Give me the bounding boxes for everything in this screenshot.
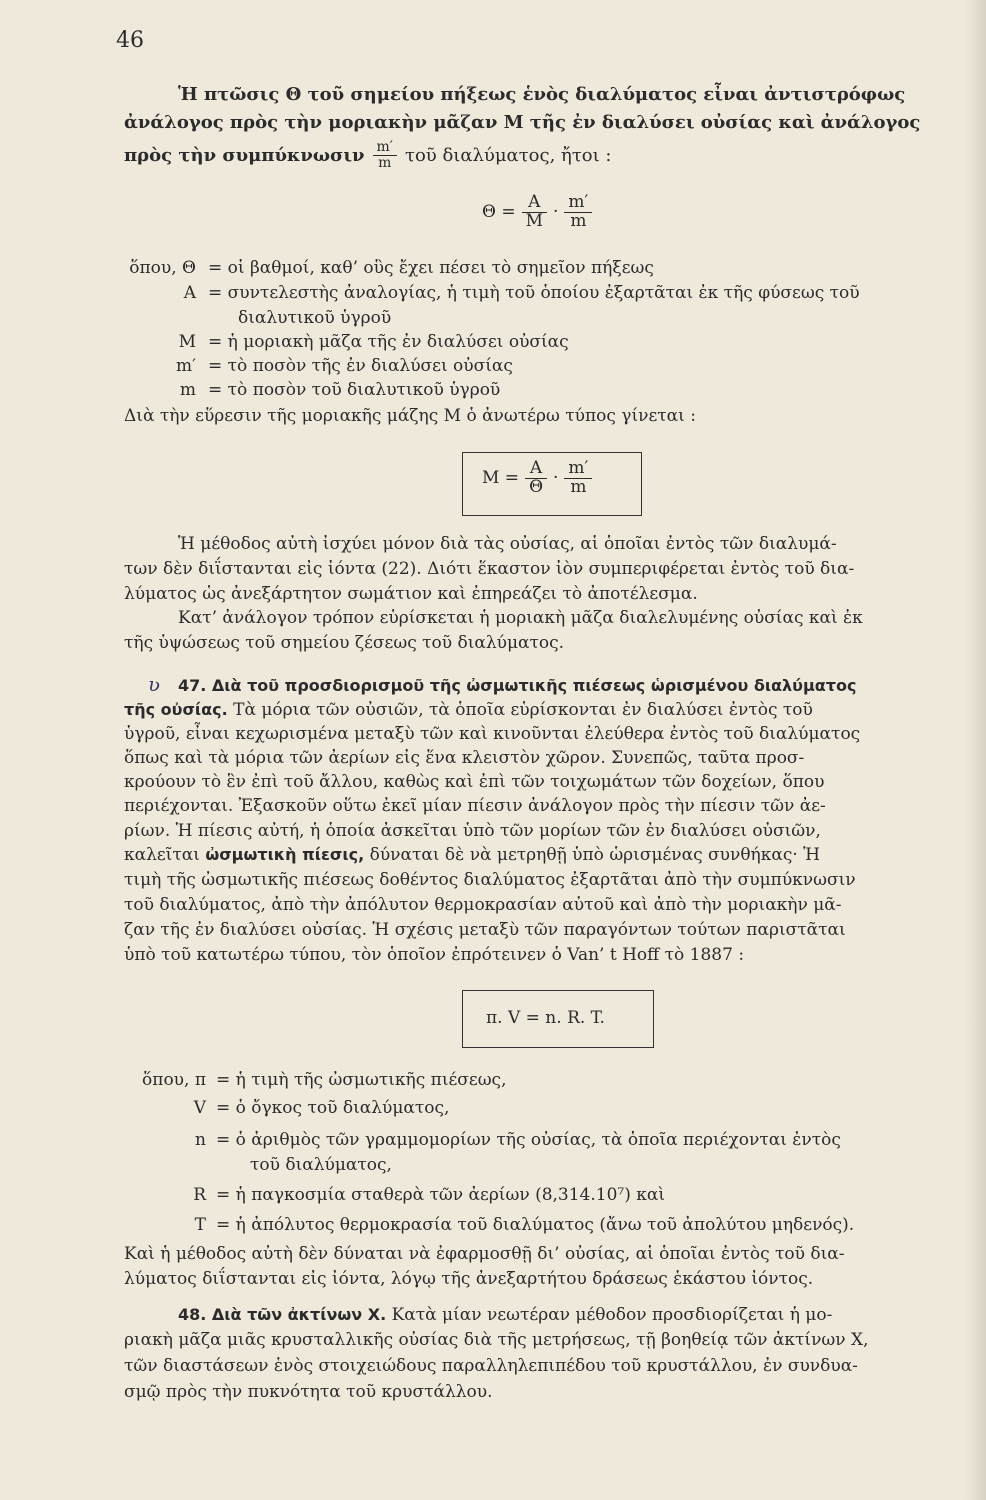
def6-label: m <box>179 380 196 400</box>
osmotic-pressure-term: ὠσμωτικὴ πίεσις, <box>205 845 365 864</box>
formula1-lhs: Θ = <box>482 202 516 223</box>
formula1-b-num: m′ <box>564 194 592 213</box>
section47-line-6: ρίων. Ἡ πίεσις αὐτή, ἡ ὁποία ἀσκεῖται ὑπὸ τῶν μορίων τῶν ἐν διαλύσει οὐσιῶν, <box>124 821 821 841</box>
concentration-denominator: m <box>378 154 392 171</box>
formula1-a-num: A <box>522 194 547 213</box>
formula-molar-mass <box>482 460 592 497</box>
para2-line-2: λύματος διΐστανται εἰς ἰόντα, λόγῳ τῆς ἀνεξαρτήτου δράσεως ἑκάστου ἰόντος. <box>124 1269 814 1289</box>
def4-text: = ἡ μοριακὴ μᾶζα τῆς ἐν διαλύσει οὐσίας <box>208 332 569 352</box>
section47-heading: 47. Διὰ τοῦ προσδιορισμοῦ τῆς ὠσμωτικῆς πιέσεως ὡρισμένου διαλύματος <box>178 676 857 695</box>
def1-label: ὅπου, Θ <box>129 258 196 278</box>
formula2-a-num: A <box>525 460 547 479</box>
section47-line-5: περιέχονται. Ἐξασκοῦν οὕτω ἐκεῖ μίαν πίεσιν ἀνάλογον πρὸς τὴν πίεσιν τῶν ἀε- <box>124 796 826 816</box>
formula1-fraction-a <box>522 194 547 231</box>
formula1-fraction-b <box>564 194 592 231</box>
section47-line-7-pre: καλεῖται <box>124 845 200 865</box>
line-before-formula2: Διὰ τὴν εὕρεσιν τῆς μοριακῆς μάζης Μ ὁ ἀνωτέρω τύπος γίνεται : <box>124 406 696 426</box>
page-number: 46 <box>116 28 144 53</box>
def2-text: = συντελεστὴς ἀναλογίας, ἡ τιμὴ τοῦ ὁποίου ἐξαρτᾶται ἐκ τῆς φύσεως τοῦ <box>208 283 860 303</box>
def2-label: A <box>183 283 196 303</box>
def1-text: = οἱ βαθμοί, καθ’ οὓς ἔχει πέσει τὸ σημεῖον πήξεως <box>208 258 654 278</box>
def3-text: διαλυτικοῦ ὑγροῦ <box>238 308 392 328</box>
section47-line-9: τοῦ διαλύματος, ἀπὸ τὴν ἀπόλυτον θερμοκρασίαν αὐτοῦ καὶ ἀπὸ τὴν μοριακὴν μᾶ- <box>124 895 842 915</box>
formula2-fraction-b <box>564 460 592 497</box>
para1-line-3: λύματος ὡς ἀνεξάρτητον σωμάτιον καὶ ἐπηρεάζει τὸ ἀποτέλεσμα. <box>124 584 698 604</box>
section48-line-4: σμῷ πρὸς τὴν πυκνότητα τοῦ κρυστάλλου. <box>124 1382 493 1402</box>
formula2-b-num: m′ <box>564 460 592 479</box>
para2-line-1: Καὶ ἡ μέθοδος αὐτὴ δὲν δύναται νὰ ἐφαρμοσθῇ δι’ οὐσίας, αἱ ὁποῖαι ἐντὸς τοῦ δια- <box>124 1244 845 1264</box>
intro-line-3-pre: πρὸς τὴν συμπύκνωσιν <box>124 144 365 166</box>
intro-line-3-post: τοῦ διαλύματος, ἤτοι : <box>405 144 612 166</box>
section47-line-1 <box>124 700 813 720</box>
formula2-lhs: M = <box>482 468 520 489</box>
formula-vant-hoff: π. V = n. R. T. <box>486 1008 605 1028</box>
def5-label: m′ <box>176 356 196 376</box>
section47-line-11: ὑπὸ τοῦ κατωτέρω τύπου, τὸν ὁποῖον ἐπρότεινεν ὁ Van’ t Hoff τὸ 1887 : <box>124 945 745 965</box>
def2-3-label: n <box>195 1130 206 1150</box>
section48-line-1 <box>178 1305 832 1325</box>
def2-6-label: T <box>194 1215 206 1235</box>
margin-mark: ʋ <box>148 672 161 696</box>
section47-heading-cont: τῆς οὐσίας. <box>124 700 228 719</box>
formula2-b-den: m <box>570 476 587 497</box>
para1-line-1: Ἡ μέθοδος αὐτὴ ἰσχύει μόνον διὰ τὰς οὐσίας, αἱ ὁποῖαι ἐντὸς τῶν διαλυμά- <box>178 534 837 554</box>
def4-label: M <box>178 332 196 352</box>
section47-line-7-post: δύναται δὲ νὰ μετρηθῇ ὑπὸ ὡρισμένας συνθήκας· Ἡ <box>369 845 821 865</box>
para1-line-2: των δὲν διΐστανται εἰς ἰόντα (22). Διότι ἕκαστον ἰὸν συμπεριφέρεται ἐντὸς τοῦ δια- <box>124 559 855 579</box>
intro-line-2: ἀνάλογος πρὸς τὴν μοριακὴν μᾶζαν Μ τῆς ἐν διαλύσει οὐσίας καὶ ἀνάλογος <box>124 112 921 133</box>
formula2-a-den: Θ <box>529 476 543 497</box>
intro-line-1: Ἡ πτῶσις Θ τοῦ σημείου πήξεως ἑνὸς διαλύματος εἶναι ἀντιστρόφως <box>178 84 906 105</box>
concentration-numerator: m′ <box>373 140 397 156</box>
concentration-fraction <box>373 140 397 170</box>
formula-freezing-point <box>482 194 592 231</box>
section47-line-1-text: Τὰ μόρια τῶν οὐσιῶν, τὰ ὁποῖα εὑρίσκονται ἐν διαλύσει ἐντὸς τοῦ <box>233 700 813 720</box>
section47-line-7 <box>124 845 820 865</box>
section48-heading: 48. Διὰ τῶν ἀκτίνων Χ. <box>178 1305 387 1324</box>
def2-1-text: = ἡ τιμὴ τῆς ὠσμωτικῆς πιέσεως, <box>216 1070 507 1090</box>
formula2-fraction-a <box>525 460 547 497</box>
def2-3-text: = ὁ ἀριθμὸς τῶν γραμμομορίων τῆς οὐσίας, τὰ ὁποῖα περιέχονται ἐντὸς <box>216 1130 841 1150</box>
def2-6-text: = ἡ ἀπόλυτος θερμοκρασία τοῦ διαλύματος (ἄνω τοῦ ἀπολύτου μηδενός). <box>216 1215 855 1235</box>
formula1-a-den: M <box>525 210 544 231</box>
formula1-dot: · <box>553 202 559 223</box>
def2-4-text: τοῦ διαλύματος, <box>250 1155 392 1175</box>
def2-5-label: R <box>193 1185 206 1205</box>
def2-1-label: ὅπου, π <box>142 1070 206 1090</box>
section47-line-2: ὑγροῦ, εἶναι κεχωρισμένα μεταξὺ τῶν καὶ κινοῦνται ἐλεύθερα ἐντὸς τοῦ διαλύματος <box>124 724 861 744</box>
section48-line-1-text: Κατὰ μίαν νεωτέραν μέθοδον προσδιορίζεται ἡ μο- <box>391 1305 833 1325</box>
section48-line-3: τῶν διαστάσεων ἑνὸς στοιχειώδους παραλληλεπιπέδου τοῦ κρυστάλλου, ἐν συνδυα- <box>124 1356 858 1376</box>
section47-line-8: τιμὴ τῆς ὠσμωτικῆς πιέσεως δοθέντος διαλύματος ἐξαρτᾶται ἀπὸ τὴν συμπύκνωσιν <box>124 870 856 890</box>
def5-text: = τὸ ποσὸν τῆς ἐν διαλύσει οὐσίας <box>208 356 513 376</box>
formula2-dot: · <box>553 468 559 489</box>
formula1-b-den: m <box>570 210 587 231</box>
def6-text: = τὸ ποσὸν τοῦ διαλυτικοῦ ὑγροῦ <box>208 380 501 400</box>
page-edge <box>964 0 986 1500</box>
intro-line-3 <box>124 140 611 170</box>
def2-2-text: = ὁ ὄγκος τοῦ διαλύματος, <box>216 1098 450 1118</box>
section47-line-3: ὅπως καὶ τὰ μόρια τῶν ἀερίων εἰς ἕνα κλειστὸν χῶρον. Συνεπῶς, ταῦτα προσ- <box>124 748 805 768</box>
section47-line-10: ζαν τῆς ἐν διαλύσει οὐσίας. Ἡ σχέσις μεταξὺ τῶν παραγόντων τούτων παριστᾶται <box>124 920 846 940</box>
section47-line-4: κρούουν τὸ ἓν ἐπὶ τοῦ ἄλλου, καθὼς καὶ ἐπὶ τῶν τοιχωμάτων τῶν δοχείων, ὅπου <box>124 772 825 792</box>
def2-2-label: V <box>193 1098 206 1118</box>
para1-line-4: Κατ’ ἀνάλογον τρόπον εὑρίσκεται ἡ μοριακὴ μᾶζα διαλελυμένης οὐσίας καὶ ἐκ <box>178 608 863 628</box>
section48-line-2: ριακὴ μᾶζα μιᾶς κρυσταλλικῆς οὐσίας διὰ τῆς μετρήσεως, τῇ βοηθείᾳ τῶν ἀκτίνων Χ, <box>124 1330 869 1350</box>
def2-5-text: = ἡ παγκοσμία σταθερὰ τῶν ἀερίων (8,314.10⁷) καὶ <box>216 1185 666 1205</box>
para1-line-5: τῆς ὑψώσεως τοῦ σημείου ζέσεως τοῦ διαλύματος. <box>124 633 565 653</box>
